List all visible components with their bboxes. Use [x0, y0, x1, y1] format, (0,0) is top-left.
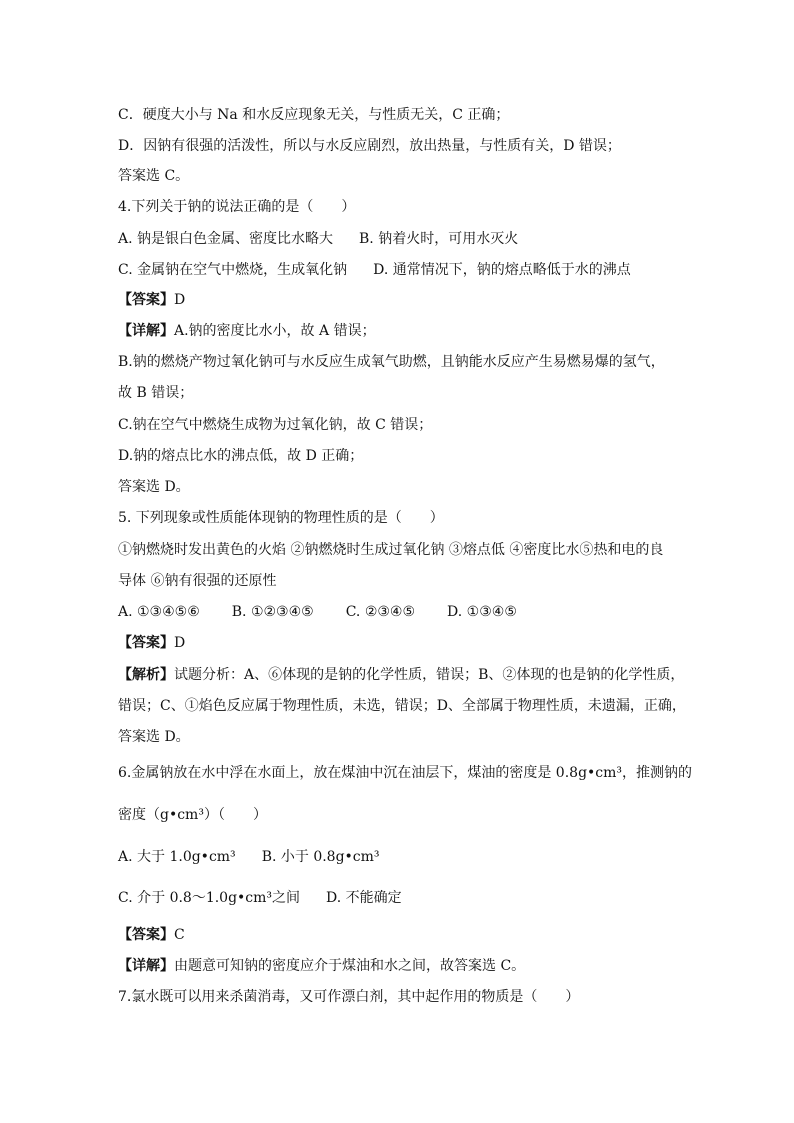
option-a: A. 钠是银白色金属、密度比水略大 — [118, 231, 334, 247]
question-6-options-row-2 — [118, 889, 402, 907]
option-b: B. 钠着火时，可用水灭火 — [359, 231, 519, 247]
text-line: 错误；C、①焰色反应属于物理性质，未选，错误；D、全部属于物理性质，未遗漏，正确， — [118, 698, 686, 714]
analysis-tag: 【解析】 — [118, 667, 174, 683]
option-d: D. ①③④⑤ — [447, 604, 517, 620]
option-c: C. ②③④⑤ — [345, 604, 416, 620]
question-6-options-row-1 — [118, 848, 380, 866]
option-a: A. 大于 1.0g•cm³ — [118, 849, 236, 865]
question-7-stem: 7.氯水既可以用来杀菌消毒，又可作漂白剂，其中起作用的物质是（ ） — [118, 989, 580, 1005]
text-line: 密度（g•cm³）（ ） — [118, 807, 267, 823]
text-line: C.钠在空气中燃烧生成物为过氧化钠，故 C 错误； — [118, 417, 433, 433]
option-c: C. 金属钠在空气中燃烧，生成氧化钠 — [118, 262, 348, 278]
answer-line — [118, 634, 185, 652]
answer-tag: 【答案】 — [118, 927, 174, 943]
option-c: C. 介于 0.8～1.0g•cm³之间 — [118, 890, 301, 906]
question-4-options-row-2 — [118, 261, 631, 279]
option-d: D. 通常情况下，钠的熔点略低于水的沸点 — [373, 262, 631, 278]
explanation-line — [118, 957, 525, 975]
text-line: 导体 ⑥钠有很强的还原性 — [118, 573, 277, 589]
answer-tag: 【答案】 — [118, 635, 174, 651]
option-b: B. ①②③④⑤ — [231, 604, 314, 620]
option-d: D. 不能确定 — [326, 890, 402, 906]
answer-value: D — [174, 292, 186, 308]
question-4-stem: 4.下列关于钠的说法正确的是（ ） — [118, 199, 356, 215]
answer-value: C — [174, 927, 185, 943]
text-line: D．因钠有很强的活泼性，所以与水反应剧烈，放出热量，与性质有关，D 错误； — [118, 138, 621, 154]
explanation-tag: 【详解】 — [118, 958, 174, 974]
answer-line — [118, 926, 185, 944]
analysis-text: 试题分析：A、⑥体现的是钠的化学性质，错误；B、②体现的也是钠的化学性质， — [174, 667, 685, 683]
text-line: 答案选 C。 — [118, 168, 190, 184]
text-line: ①钠燃烧时发出黄色的火焰 ②钠燃烧时生成过氧化钠 ③熔点低 ④密度比水⑤热和电的良 — [118, 542, 664, 558]
analysis-line — [118, 666, 684, 684]
answer-value: D — [174, 635, 186, 651]
text-line: 故 B 错误； — [118, 385, 194, 401]
question-4-options-row-1 — [118, 230, 518, 248]
explanation-text: A.钠的密度比水小，故 A 错误； — [174, 323, 376, 339]
text-line: 答案选 D。 — [118, 479, 190, 495]
answer-tag: 【答案】 — [118, 292, 174, 308]
text-line: D.钠的熔点比水的沸点低，故 D 正确； — [118, 448, 364, 464]
question-5-options — [118, 603, 517, 621]
explanation-tag: 【详解】 — [118, 323, 174, 339]
text-line: C．硬度大小与 Na 和水反应现象无关，与性质无关，C 正确； — [118, 107, 510, 123]
answer-line — [118, 291, 185, 309]
explanation-text: 由题意可知钠的密度应介于煤油和水之间，故答案选 C。 — [174, 958, 526, 974]
question-5-stem: 5. 下列现象或性质能体现钠的物理性质的是（ ） — [118, 510, 444, 526]
option-b: B. 小于 0.8g•cm³ — [261, 849, 380, 865]
text-line: 答案选 D。 — [118, 729, 190, 745]
question-6-stem: 6.金属钠放在水中浮在水面上，放在煤油中沉在油层下，煤油的密度是 0.8g•cm³，推测钠的 — [118, 765, 693, 781]
option-a: A. ①③④⑤⑥ — [118, 604, 200, 620]
explanation-line — [118, 322, 376, 340]
text-line: B.钠的燃烧产物过氧化钠可与水反应生成氧气助燃，且钠能水反应产生易燃易爆的氢气， — [118, 354, 665, 370]
